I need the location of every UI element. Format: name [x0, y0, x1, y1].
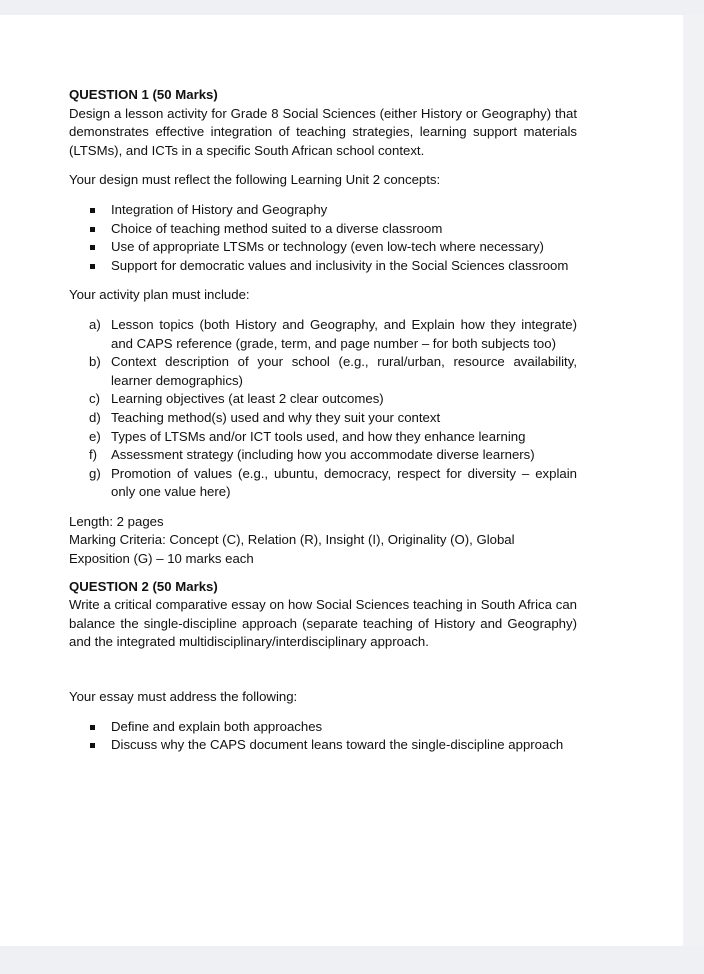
bullet-icon: [90, 743, 95, 748]
list-item: [69, 428, 577, 447]
question-1-plan-intro: Your activity plan must include:: [69, 287, 250, 303]
question-1-concepts-list: [69, 201, 577, 275]
list-item: [69, 718, 577, 737]
list-marker: a): [89, 316, 101, 332]
list-item: [69, 446, 577, 465]
bullet-icon: [90, 245, 95, 250]
list-item-text: Types of LTSMs and/or ICT tools used, and how they enhance learning: [111, 428, 526, 444]
question-2-title: QUESTION 2 (50 Marks): [69, 578, 218, 594]
list-item-text: Support for democratic values and inclusivity in the Social Sciences classroom: [111, 257, 569, 273]
list-marker: f): [89, 447, 98, 463]
list-marker: c): [89, 391, 100, 407]
list-item: [69, 201, 577, 220]
list-item-text: Use of appropriate LTSMs or technology (even low-tech where necessary): [111, 239, 544, 255]
list-marker: g): [89, 465, 101, 481]
list-item-text: Integration of History and Geography: [111, 201, 328, 217]
question-2-intro: Write a critical comparative essay on how Social Sciences teaching in South Africa can balance the single-discipline approach (separate teaching of History and Geography) and the integrated multidisciplinary/interdisciplinary approach.: [69, 597, 577, 650]
list-item-text: Define and explain both approaches: [111, 718, 323, 734]
question-2-points-list: [69, 718, 577, 755]
question-1-concepts-intro: Your design must reflect the following Learning Unit 2 concepts:: [69, 172, 441, 188]
list-item-text: Assessment strategy (including how you accommodate diverse learners): [111, 447, 535, 463]
scrollbar-track[interactable]: [683, 15, 704, 946]
question-1-marking-criteria: Marking Criteria: Concept (C), Relation (R), Insight (I), Originality (O), Global Exposition (G) – 10 marks each: [69, 532, 515, 567]
bullet-icon: [90, 725, 95, 730]
question-2-address-intro: Your essay must address the following:: [69, 689, 298, 705]
list-item-text: Learning objectives (at least 2 clear outcomes): [111, 391, 384, 407]
list-item: [69, 220, 577, 239]
list-item: [69, 238, 577, 257]
list-item-text: Lesson topics (both History and Geography, and Explain how they integrate) and CAPS reference (grade, term, and page number – for both subjects too): [111, 316, 577, 351]
question-1-plan-list: [69, 316, 577, 502]
list-marker: b): [89, 354, 101, 370]
list-item-text: Choice of teaching method suited to a diverse classroom: [111, 220, 443, 236]
bullet-icon: [90, 208, 95, 213]
list-item-text: Context description of your school (e.g., rural/urban, resource availability, learner demographics): [111, 354, 577, 388]
list-item-text: Discuss why the CAPS document leans toward the single-discipline approach: [111, 737, 564, 753]
list-item: [69, 316, 577, 353]
list-item: [69, 736, 577, 755]
list-item: [69, 353, 577, 390]
list-item: [69, 390, 577, 409]
bullet-icon: [90, 227, 95, 232]
list-marker: e): [89, 428, 101, 444]
list-item: [69, 409, 577, 428]
list-item: [69, 465, 577, 502]
question-1-length: Length: 2 pages: [69, 513, 164, 529]
list-marker: d): [89, 409, 101, 425]
bullet-icon: [90, 264, 95, 269]
document-content: [69, 86, 577, 755]
question-1-intro: Design a lesson activity for Grade 8 Social Sciences (either History or Geography) that demonstrates effective integration of teaching strategies, learning support materials (LTSMs), and ICTs in a specific South African school context.: [69, 105, 577, 158]
list-item-text: Teaching method(s) used and why they suit your context: [111, 409, 441, 425]
question-1-title: QUESTION 1 (50 Marks): [69, 87, 218, 102]
list-item: [69, 257, 577, 276]
list-item-text: Promotion of values (e.g., ubuntu, democracy, respect for diversity – explain only one value here): [111, 465, 577, 500]
